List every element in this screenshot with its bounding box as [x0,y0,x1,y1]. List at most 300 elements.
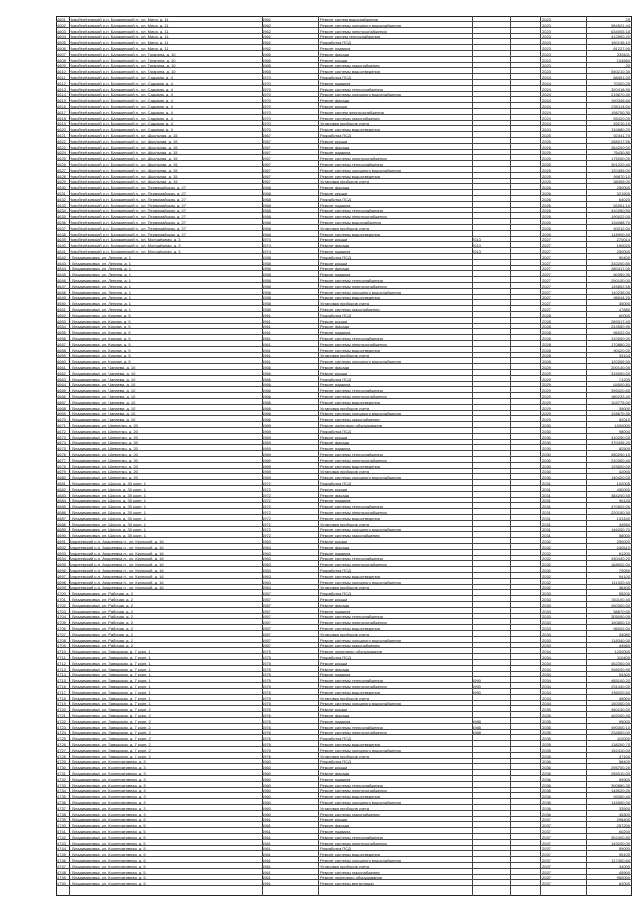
table-cell-x2 [510,638,540,643]
table-cell-sum: 38455.00 [613,179,630,185]
table-row [56,638,632,643]
table-cell-x1: 2013 [472,237,481,243]
table-cell-work: Ремонт подвала [320,272,351,278]
table-cell-id: 4616 [57,104,66,109]
table-cell-x2 [510,765,540,770]
table-cell-work: Ремонт системы газоснабжения [320,811,380,817]
table-row [56,812,632,817]
table-cell-x2 [510,63,540,68]
table-cell-x1 [472,527,500,532]
table-cell-id: 4689 [57,527,66,533]
table-cell-addr: г. Владимировка, ул. Щорса, д. 30 корп. 1 [69,515,146,521]
table-cell-yr2: 2035 [542,730,551,736]
table-cell-yr2: 2027 [542,295,551,301]
table-cell-year: 1961 [262,852,271,858]
table-cell-id: 4626 [57,162,66,167]
table-row [56,440,632,445]
table-row [56,295,632,300]
table-cell-x1 [472,150,500,155]
table-cell-year: 1963 [262,579,271,585]
table-cell-id: 4727 [57,747,66,753]
table-cell-id: 4637 [57,225,66,231]
table-cell-yr2: 2027 [542,301,551,307]
table-cell-year: 1970 [262,92,271,98]
table-cell-sum: 300880.30 [611,782,630,788]
table-cell-x1 [472,220,500,225]
table-cell-x2 [510,295,540,300]
table-cell-sum: 33500 [618,805,630,811]
table-cell-yr2: 2024 [542,115,551,121]
table-cell-sum: 36400 [618,585,630,591]
table-cell-yr2: 2035 [542,742,551,747]
table-cell-id: 4741 [57,829,66,834]
table-cell-sum: 104775.00 [611,399,630,405]
table-cell-x2 [510,701,540,706]
table-row [56,261,632,266]
table-cell-year: 1963 [262,562,271,568]
table-cell-addr: г. Владимировка, ул. Щорса, д. 30 корп. 1 [69,492,146,498]
table-cell-year: 1972 [262,521,271,527]
table-cell-addr: Новоберёзовский р-н, Балакинский п., ул. Мира, д. 11 [69,46,169,51]
table-row [56,336,632,341]
table-cell-year: 1969 [262,428,271,434]
table-row [56,649,632,654]
table-cell-work: Ремонт крыши [320,237,348,243]
table-cell-year: 1967 [262,162,271,167]
table-cell-x1 [472,104,500,109]
table-cell-yr2: 2023 [542,40,551,46]
table-cell-yr2: 2031 [542,527,551,533]
table-cell-yr2: 2027 [542,243,551,249]
table-cell-x2 [510,678,540,683]
table-cell-x2 [510,661,540,666]
table-cell-sum: 58870.60 [613,608,630,614]
table-row [56,348,632,353]
table-cell-work: Ремонт системы водоотведения [320,852,380,858]
table-row [56,168,632,173]
table-cell-x1 [472,667,500,672]
table-row [56,40,632,45]
table-cell-x1 [472,429,500,434]
table-cell-addr: Новоберёзовский р-н, Балакинский п., ул. Школьная, д. 15 [69,179,178,185]
table-cell-id: 4693 [57,550,66,556]
table-cell-id: 4648 [57,289,66,295]
table-cell-year: 1960 [262,771,271,776]
table-cell-year: 1970 [262,98,271,104]
table-cell-sum: 370445.20 [611,440,630,446]
table-cell-x2 [510,382,540,387]
table-cell-addr: г. Владимировка, ул. Щорса, д. 30 корп. 1 [69,504,146,510]
table-cell-sum: 59900 [618,776,630,782]
table-cell-sum: 35000 [618,301,630,307]
table-cell-x1 [472,255,500,260]
table-cell-x2 [510,185,540,190]
table-cell-work: Ремонт фасада [320,365,350,370]
table-cell-yr2: 2037 [542,829,551,834]
table-cell-yr2: 2029 [542,399,551,405]
table-cell-year: 1957 [262,643,271,649]
table-cell-x1 [472,800,500,805]
table-cell-year: 1967 [262,173,271,179]
table-cell-id: 4698 [57,579,66,585]
table-cell-work: Ремонт системы холодного водоснабжения [320,579,401,585]
table-cell-addr: г. Владимировка, ул. Кооперативная, д. 3 [69,782,146,788]
table-cell-year: 1966 [262,405,271,411]
table-cell-id: 4609 [57,63,66,69]
table-cell-id: 4716 [57,684,66,689]
table-cell-year: 1967 [262,133,271,138]
table-cell-id: 4706 [57,626,66,631]
table-cell-work: Ремонт системы электроснабжения [320,283,387,289]
table-cell-work: Ремонт системы теплоснабжения [320,162,383,167]
table-cell-id: 4622 [57,138,66,144]
table-cell-sum: 98044.20 [613,295,630,301]
table-cell-x2 [510,562,540,567]
table-cell-yr2: 2026 [542,225,551,231]
table-cell-sum: 90420.00 [613,347,630,353]
table-cell-work: Ремонт крыши [320,765,348,771]
table-cell-x1 [472,614,500,619]
table-cell-addr: г. Владимировка, ул. Рабочая, д. 2 [69,643,133,649]
table-cell-work: Ремонт подвала [320,550,351,556]
table-cell-addr: г. Владимировка, ул. Заводская, д. 7 корп. 2 [69,718,151,724]
table-cell-x2 [510,672,540,677]
table-cell-year: 1970 [262,109,271,115]
table-cell-sum: 470502.00 [611,504,630,510]
table-cell-x2 [510,609,540,614]
table-cell-x1 [472,435,500,440]
table-cell-addr: Новоберёзовский р-н, Балакинский п., ул. Садовая, д. 4 [69,127,173,133]
table-cell-sum: 398200.90 [611,666,630,672]
table-cell-x1 [472,829,500,834]
table-cell-x2 [510,597,540,602]
table-cell-id: 4656 [57,336,66,341]
table-cell-year: 1960 [262,782,271,788]
table-cell-work: Ремонт системы водоотведения [320,69,380,75]
table-cell-year: 1970 [262,121,271,127]
table-cell-work: Ремонт систем теплоснабжения [320,34,380,40]
table-row [56,852,632,857]
table-cell-year: 1976 [262,753,271,759]
table-cell-yr2: 2026 [542,191,551,196]
table-cell-sum: 140420.00 [611,475,630,481]
table-row [56,69,632,74]
table-cell-id: 4632 [57,196,66,202]
table-cell-x2 [510,568,540,573]
table-cell-id: 4690 [57,533,66,539]
table-cell-addr: Новоберёзовский р-н, Балакинский п., ул. Школьная, д. 15 [69,138,178,144]
table-cell-sum: 71200 [618,376,630,382]
table-cell-addr: г. Владимировка, ул. Чапаева, д. 10 [69,411,136,417]
table-cell-work: Разработка ПСД [320,568,351,573]
table-cell-sum: 295700.20 [611,765,630,771]
table-cell-id: 4660 [57,359,66,365]
table-row [56,145,632,150]
table-cell-addr: г. Владимировка, ул. Кооперативная, д. 5 [69,863,146,869]
table-cell-year: 1958 [262,307,271,312]
table-cell-year: 1961 [262,347,271,353]
table-cell-year: 1957 [262,620,271,626]
table-row [56,580,632,585]
table-cell-id: 4654 [57,324,66,330]
table-cell-work: Ремонт системы водоотведения [320,295,380,301]
table-cell-work: Ремонт подвала [320,498,351,504]
table-cell-id: 4635 [57,214,66,220]
table-cell-sum: 384200.50 [611,492,630,498]
table-cell-id: 4675 [57,446,66,452]
table-cell-year: 1960 [262,800,271,805]
table-cell-id: 4725 [57,736,66,742]
table-cell-work: Ремонт систем водоснабжения [320,17,378,22]
table-cell-x1 [472,353,500,358]
table-cell-addr: г. Владимировка, ул. Кооперативная, д. 3 [69,794,146,800]
table-cell-id: 4608 [57,57,66,63]
table-cell-year: 1961 [262,863,271,869]
table-cell-work: Ремонт крыши [320,539,348,544]
table-cell-x1 [472,406,500,411]
table-cell-yr2: 2027 [542,237,551,243]
table-row [56,556,632,561]
table-cell-id: 4670 [57,417,66,423]
table-cell-sum: 33104 [618,353,630,359]
table-cell-x2 [510,406,540,411]
table-cell-yr2: 2037 [542,817,551,823]
table-cell-x2 [510,527,540,532]
table-cell-year: 1974 [262,249,271,254]
table-row [56,458,632,463]
table-cell-year: 1976 [262,742,271,747]
table-cell-work: Ремонт системы холодного водоснабжения [320,167,401,173]
table-cell-addr: г. Владимировка, ул. Ленина, д. 1 [69,295,132,301]
table-row [56,34,632,39]
table-cell-sum: 88451.00 [613,75,630,80]
table-cell-x1 [472,133,500,138]
table-cell-x2 [510,713,540,718]
table-cell-sum: 60390.30 [613,272,630,278]
table-cell-x1 [472,533,500,538]
table-cell-sum: 70320.25 [613,80,630,86]
table-cell-sum: 120305.50 [611,359,630,365]
table-cell-x2 [510,139,540,144]
table-cell-x2 [510,330,540,335]
table-cell-work: Ремонт фасада [320,823,350,829]
table-cell-sum: 260300.00 [611,602,630,608]
table-cell-yr2: 2036 [542,776,551,782]
table-cell-x2 [510,237,540,242]
table-cell-work: Ремонт системы газоснабжения [320,533,380,539]
table-cell-yr2: 2024 [542,75,551,80]
table-cell-id: 4667 [57,399,66,405]
table-cell-year: 1976 [262,730,271,736]
table-cell-yr2: 2024 [542,80,551,86]
table-cell-addr: г. Владимировка, ул. Ленина, д. 1 [69,254,132,260]
table-cell-yr2: 2024 [542,121,551,127]
table-cell-yr2: 2024 [542,92,551,98]
table-cell-work: Ремонт фасада [320,51,350,57]
table-cell-work: Ремонт системы теплоснабжения [320,614,383,620]
table-cell-x1 [472,446,500,451]
table-cell-sum: 128670.30 [611,411,630,417]
table-cell-x1 [472,394,500,399]
table-row [56,174,632,179]
table-cell-addr: г. Владимировка, ул. Кооперативная, д. 5 [69,829,146,834]
table-row [56,690,632,695]
table-cell-sum: 452300.00 [611,660,630,666]
table-cell-x1 [472,806,500,811]
table-cell-work: Ремонт системы теплоснабжения [320,208,383,214]
table-cell-x1 [472,52,500,57]
table-cell-yr2: 2033 [542,620,551,626]
table-cell-x2 [510,504,540,509]
table-cell-x1 [472,295,500,300]
table-cell-year: 1966 [262,388,271,394]
table-cell-yr2: 2035 [542,713,551,718]
table-cell-year: 1961 [262,823,271,829]
table-cell-sum: 50400 [618,254,630,260]
table-cell-x1: 1990 [472,684,481,689]
table-row [56,162,632,167]
table-cell-x2 [510,574,540,579]
table-cell-x1 [472,736,500,741]
table-cell-addr: г. Владимировка, ул. Заводская, д. 7 корп. 2 [69,736,151,742]
table-cell-year: 1961 [262,324,271,330]
table-cell-addr: Новоберёзовский р-н, Балакинский п., ул. Первомайская, д. 27 [69,202,186,208]
table-cell-sum: 20 [625,63,630,69]
table-cell-year: 1968 [262,214,271,220]
table-row [56,330,632,335]
table-cell-x1 [472,40,500,45]
table-cell-year: 1961 [262,858,271,863]
table-row [56,870,632,875]
table-cell-addr: Новоберёзовский р-н, Балакинский п., ул. Гагарина, д. 10 [69,63,176,69]
table-cell-yr2: 2023 [542,17,551,22]
table-cell-work: Установка приборов учета [320,805,370,811]
table-cell-year: 1968 [262,231,271,237]
table-cell-yr2: 2032 [542,562,551,568]
table-cell-work: Ремонт подвала [320,46,351,51]
table-cell-x2 [510,875,540,880]
table-cell-x1 [472,672,500,677]
table-cell-x2 [510,475,540,480]
table-cell-x2 [510,707,540,712]
table-cell-addr: г. Владимировка, ул. Кирова, д. 5 [69,318,131,324]
table-cell-x2 [510,359,540,364]
table-cell-x1 [472,440,500,445]
table-cell-addr: Новоберёзовский р-н, Балакинский п., ул. Мира, д. 11 [69,22,169,28]
table-cell-yr2: 2029 [542,388,551,394]
table-cell-yr2: 2030 [542,463,551,469]
table-cell-addr: Новоберёзовский р-н, Балакинский п., ул. Школьная, д. 15 [69,150,178,156]
table-cell-yr2: 2029 [542,370,551,376]
table-cell-id: 4717 [57,689,66,695]
table-cell-x1 [472,812,500,817]
table-cell-addr: г. Владимировка, ул. Шевченко, д. 20 [69,469,138,475]
table-cell-id: 4652 [57,312,66,318]
table-cell-id: 4694 [57,556,66,562]
table-cell-x1 [472,701,500,706]
table-cell-sum: 146200.70 [611,527,630,533]
table-cell-work: Ремонт лифтового оборудования [320,423,382,428]
table-row [56,243,632,248]
table-cell-work: Ремонт крыши [320,57,348,63]
table-cell-addr: г. Владимировка, ул. Кооперативная, д. 3 [69,759,146,765]
table-cell-yr2: 2031 [542,492,551,498]
table-cell-year: 1961 [262,875,271,881]
table-cell-sum: 39000 [618,405,630,411]
table-cell-work: Ремонт подвала [320,718,351,724]
table-row [56,63,632,68]
table-cell-addr: г. Владимировка, ул. Шевченко, д. 20 [69,446,138,452]
table-cell-id: 4746 [57,858,66,863]
table-cell-x2 [510,748,540,753]
table-cell-x1 [472,458,500,463]
table-cell-yr2: 2023 [542,69,551,75]
table-cell-id: 4629 [57,179,66,185]
table-cell-id: 4653 [57,318,66,324]
table-cell-x2 [510,667,540,672]
table-cell-addr: г. Владимировка, ул. Щорса, д. 30 корп. 1 [69,481,146,486]
table-cell-x2 [510,510,540,515]
table-cell-addr: г. Владимировка, ул. Кирова, д. 5 [69,312,131,318]
table-cell-year: 1958 [262,260,271,266]
table-cell-x2 [510,417,540,422]
table-row [56,481,632,486]
table-cell-x1 [472,87,500,92]
table-cell-x2 [510,846,540,851]
table-cell-work: Ремонт системы электроснабжения [320,730,387,736]
table-cell-work: Ремонт системы газоснабжения [320,869,380,875]
table-cell-id: 4714 [57,672,66,678]
table-cell-yr2: 2031 [542,486,551,492]
table-cell-addr: г. Владимировка, ул. Кирова, д. 5 [69,359,131,365]
table-cell-x1 [472,841,500,846]
table-cell-sum: 220150.30 [611,510,630,515]
table-cell-id: 4606 [57,46,66,51]
table-row [56,52,632,57]
table-cell-yr2: 2026 [542,185,551,191]
table-cell-yr2: 2026 [542,231,551,237]
table-cell-x1 [472,603,500,608]
table-cell-id: 4718 [57,695,66,701]
table-cell-addr: г. Владимировка, ул. Кооперативная, д. 3 [69,776,146,782]
table-cell-sum: 412890.20 [611,34,630,40]
table-cell-work: Ремонт системы водоотведения [320,347,380,353]
table-cell-work: Установка приборов учета [320,121,370,127]
table-cell-addr: г. Владимировка, ул. Заводская, д. 7 корп. 1 [69,689,151,695]
table-row [56,614,632,619]
table-cell-x2 [510,411,540,416]
table-cell-addr: г. Владимировка, ул. Заводская, д. 7 корп. 2 [69,753,151,759]
table-cell-yr2: 2037 [542,875,551,881]
table-cell-yr2: 2030 [542,440,551,446]
table-cell-year: 1968 [262,225,271,231]
table-row [56,214,632,219]
table-cell-x2 [510,655,540,660]
table-cell-x2 [510,829,540,834]
table-cell-yr2: 2032 [542,556,551,562]
table-cell-work: Ремонт системы теплоснабжения [320,724,383,730]
table-cell-year: 1957 [262,602,271,608]
table-cell-sum: 134088.70 [611,220,630,225]
table-row [56,817,632,822]
table-cell-sum: 45300 [618,811,630,817]
table-cell-year: 1961 [262,330,271,336]
table-cell-work: Разработка ПСД [320,376,351,382]
table-cell-id: 4610 [57,69,66,75]
table-cell-x1 [472,539,500,544]
table-cell-x1 [472,232,500,237]
table-cell-id: 4621 [57,133,66,138]
